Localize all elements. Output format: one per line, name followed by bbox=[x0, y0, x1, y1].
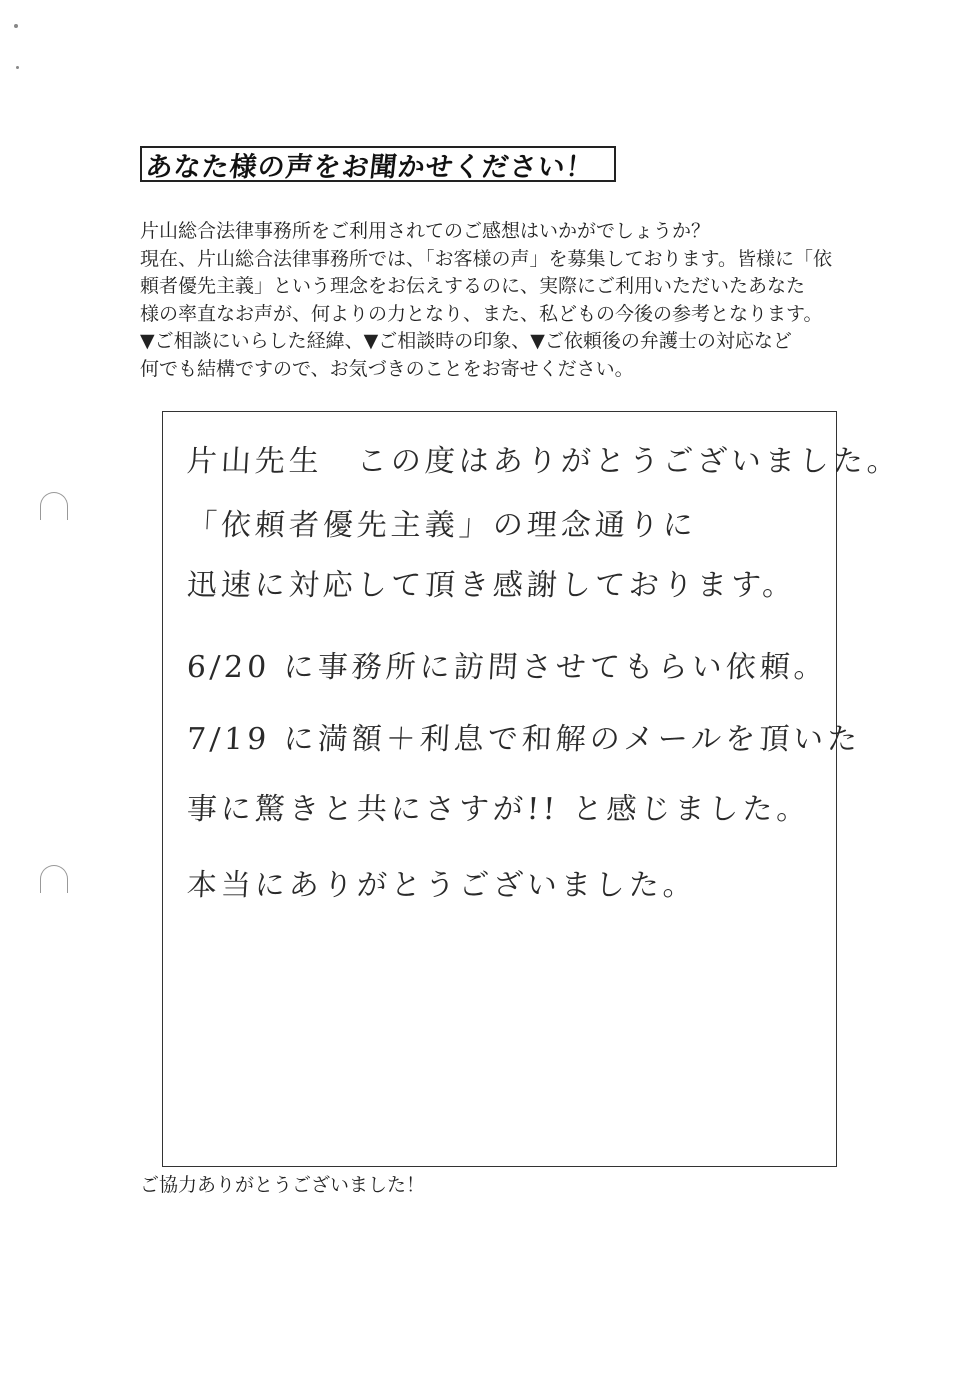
scan-speck bbox=[14, 24, 18, 28]
handwritten-line: 片山先生 この度はありがとうございました。 bbox=[185, 444, 902, 479]
handwritten-line: 6/20 に事務所に訪問させてもらい依頼。 bbox=[185, 650, 829, 685]
intro-line: 片山総合法律事務所をご利用されてのご感想はいかがでしょうか？ bbox=[140, 220, 711, 242]
footer-thanks: ご協力ありがとうございました！ bbox=[140, 1174, 426, 1196]
intro-paragraph bbox=[140, 218, 850, 383]
handwritten-line: 本当にありがとうございました。 bbox=[185, 868, 698, 903]
punch-hole-mark bbox=[40, 492, 68, 520]
intro-line: ▼ご相談にいらした経緯、▼ご相談時の印象、▼ご依頼後の弁護士の対応など bbox=[140, 330, 792, 352]
handwritten-line: 「依頼者優先主義」の理念通りに bbox=[185, 508, 698, 543]
answer-box bbox=[162, 411, 902, 1167]
handwritten-line: 事に驚きと共にさすが!! と感じました。 bbox=[185, 792, 812, 827]
handwritten-line: 7/19 に満額＋利息で和解のメールを頂いた bbox=[185, 722, 863, 757]
page-title bbox=[140, 146, 616, 182]
intro-line: 現在、片山総合法律事務所では、「お客様の声」を募集しております。皆様に「依 bbox=[140, 247, 832, 270]
intro-line: 様の率直なお声が、何よりの力となり、また、私どもの今後の参考となります。 bbox=[140, 302, 823, 325]
page-title-text: あなた様の声をお聞かせください！ bbox=[144, 151, 596, 183]
intro-line: 頼者優先主義」という理念をお伝えするのに、実際にご利用いただいたあなた bbox=[140, 275, 806, 297]
handwritten-line: 迅速に対応して頂き感謝しております。 bbox=[185, 568, 798, 603]
punch-hole-mark bbox=[40, 865, 68, 893]
scan-speck bbox=[16, 66, 19, 69]
intro-line: 何でも結構ですので、お気づきのことをお寄せください。 bbox=[140, 357, 634, 380]
